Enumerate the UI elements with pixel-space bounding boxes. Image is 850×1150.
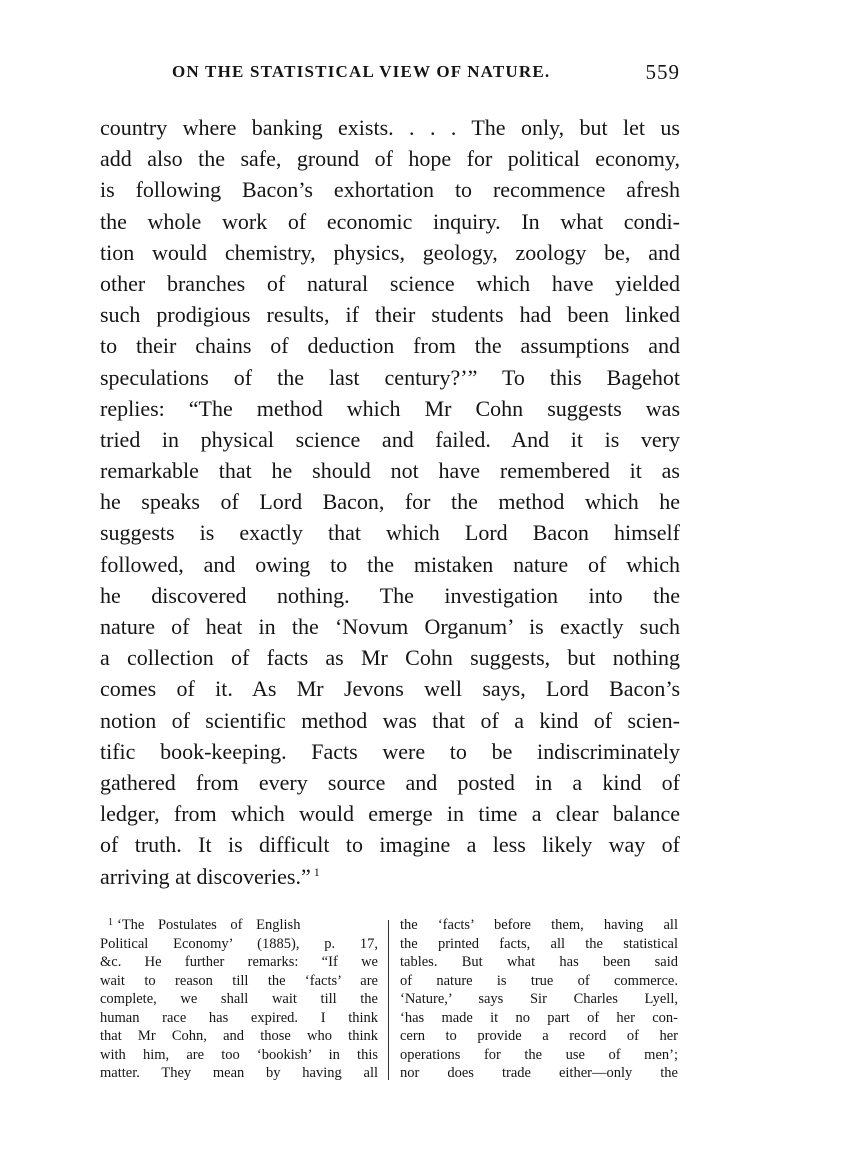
footnote-line: the ‘facts’ before them, having all [400,917,678,933]
running-title: ON THE STATISTICAL VIEW OF NATURE. [172,62,551,81]
footnote-line: human race has expired. I think [100,1009,378,1026]
body-line: add also the safe, ground of hope for political economy, [100,146,680,172]
body-line: such prodigious results, if their students had been linked [100,302,680,328]
footnote-line: nor does trade either—only the [400,1065,678,1081]
footnote-line: wait to reason till the ‘facts’ are [100,972,378,989]
footnote-line: the printed facts, all the statistical [400,935,678,952]
body-line: suggests is exactly that which Lord Bacon himself [100,520,680,546]
footnote-line: $^1$ ‘The Postulates of English [108,917,301,933]
footnote-line: &c. He further remarks: “If we [100,954,378,970]
footnote-line: that Mr Cohn, and those who think [100,1028,378,1044]
body-line: nature of heat in the ‘Novum Organum’ is exactly such [100,614,680,639]
footnotes [100,916,678,1086]
body-line: he discovered nothing. The investigation into the [100,582,680,608]
footnote-column-left [100,916,378,1083]
body-line: the whole work of economic inquiry. In what condi- [100,208,680,234]
footnote-line: ‘Nature,’ says Sir Charles Lyell, [400,991,678,1007]
body-line: remarkable that he should not have remembered it as [100,458,680,484]
body-line: he speaks of Lord Bacon, for the method which he [100,489,680,515]
running-head [100,60,680,90]
footnote-line: operations for the use of men’; [400,1046,678,1063]
footnote-line: matter. They mean by having all [100,1065,378,1081]
footnote-reference: 1 [313,864,320,879]
footnote-line: ‘has made it no part of her con- [400,1009,678,1026]
body-line: tried in physical science and failed. And it is very [100,426,680,452]
body-line: gathered from every source and posted in a kind of [100,769,680,795]
footnote-line: of nature is true of commerce. [400,972,678,989]
body-text [100,112,680,892]
body-line: other branches of natural science which have yielded [100,270,680,296]
body-line: tion would chemistry, physics, geology, zoology be, and [100,239,680,265]
body-line: to their chains of deduction from the assumptions and [100,333,680,359]
body-line: is following Bacon’s exhortation to recommence afresh [100,177,680,203]
footnote-marker: 1 [108,917,113,928]
body-line: speculations of the last century?’” To this Bagehot [100,364,680,390]
body-line: notion of scientific method was that of a kind of scien- [100,707,680,733]
body-line: country where banking exists. . . . The only, but let us [100,115,680,140]
footnote-line: Political Economy’ (1885), p. 17, [100,935,378,952]
body-line: replies: “The method which Mr Cohn suggests was [100,395,680,421]
body-line: followed, and owing to the mistaken nature of which [100,551,680,577]
footnote-line: complete, we shall wait till the [100,991,378,1007]
body-line: ledger, from which would emerge in time a clear balance [100,801,680,827]
footnote-column-divider [388,920,389,1080]
body-line: a collection of facts as Mr Cohn suggests, but nothing [100,645,680,671]
body-line: arriving at discoveries.” $^1$ [100,863,320,889]
body-line: tific book-keeping. Facts were to be indiscriminately [100,738,680,764]
footnote-column-right [400,916,678,1083]
body-line: comes of it. As Mr Jevons well says, Lord Bacon’s [100,676,680,702]
body-line: of truth. It is difficult to imagine a less likely way of [100,832,680,858]
footnote-line: cern to provide a record of her [400,1028,678,1044]
footnote-line: tables. But what has been said [400,954,678,970]
page-number: 559 [645,60,680,84]
footnote-line: with him, are too ‘bookish’ in this [100,1046,378,1063]
